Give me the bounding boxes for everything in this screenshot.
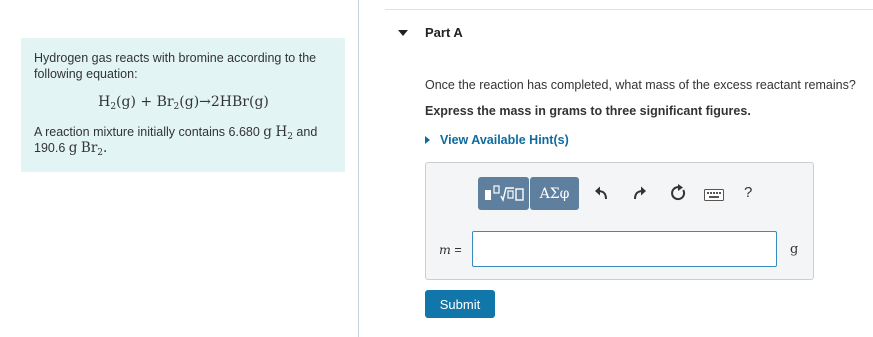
answer-input[interactable] [472,231,777,267]
help-button[interactable] [744,184,752,201]
redo-icon [633,185,647,201]
answer-panel [425,162,814,280]
problem-intro-panel [21,38,345,172]
symbols-button[interactable] [530,177,579,210]
symbols-icon: ΑΣφ [539,185,570,202]
instruction-text: Express the mass in grams to three significant figures. [425,104,751,118]
answer-unit: g [790,242,799,257]
reset-icon [670,184,686,202]
question-text: Once the reaction has completed, what mass of the excess reactant remains? [425,78,856,92]
submit-button[interactable]: Submit [425,290,495,318]
keyboard-icon [704,189,724,201]
undo-icon [594,185,608,201]
undo-button[interactable] [594,185,608,206]
templates-button[interactable] [478,177,529,210]
reset-button[interactable] [670,184,686,207]
view-hints-link[interactable] [425,133,569,147]
reaction-equation: $H_2(g) + Br_2(g)\to 2HBr(g)$ [98,94,269,112]
initial-amounts-text: A reaction mixture initially contains 6.680 g $H_2$ and 190.6 g $Br_2$. [34,124,318,158]
expand-triangle-icon [425,136,430,144]
hint-label: View Available Hint(s) [440,133,569,147]
help-icon: ? [744,184,753,201]
templates-icon [482,183,526,205]
redo-button[interactable] [633,185,647,206]
part-label: Part A [425,25,463,40]
column-divider [358,0,359,337]
part-divider-line [385,9,873,10]
keyboard-button[interactable] [704,188,724,206]
collapse-triangle-icon[interactable] [398,30,408,36]
answer-variable-label: m = [439,242,462,257]
part-a-header[interactable] [398,25,463,40]
intro-text: Hydrogen gas reacts with bromine according to the following equation: [34,51,317,81]
